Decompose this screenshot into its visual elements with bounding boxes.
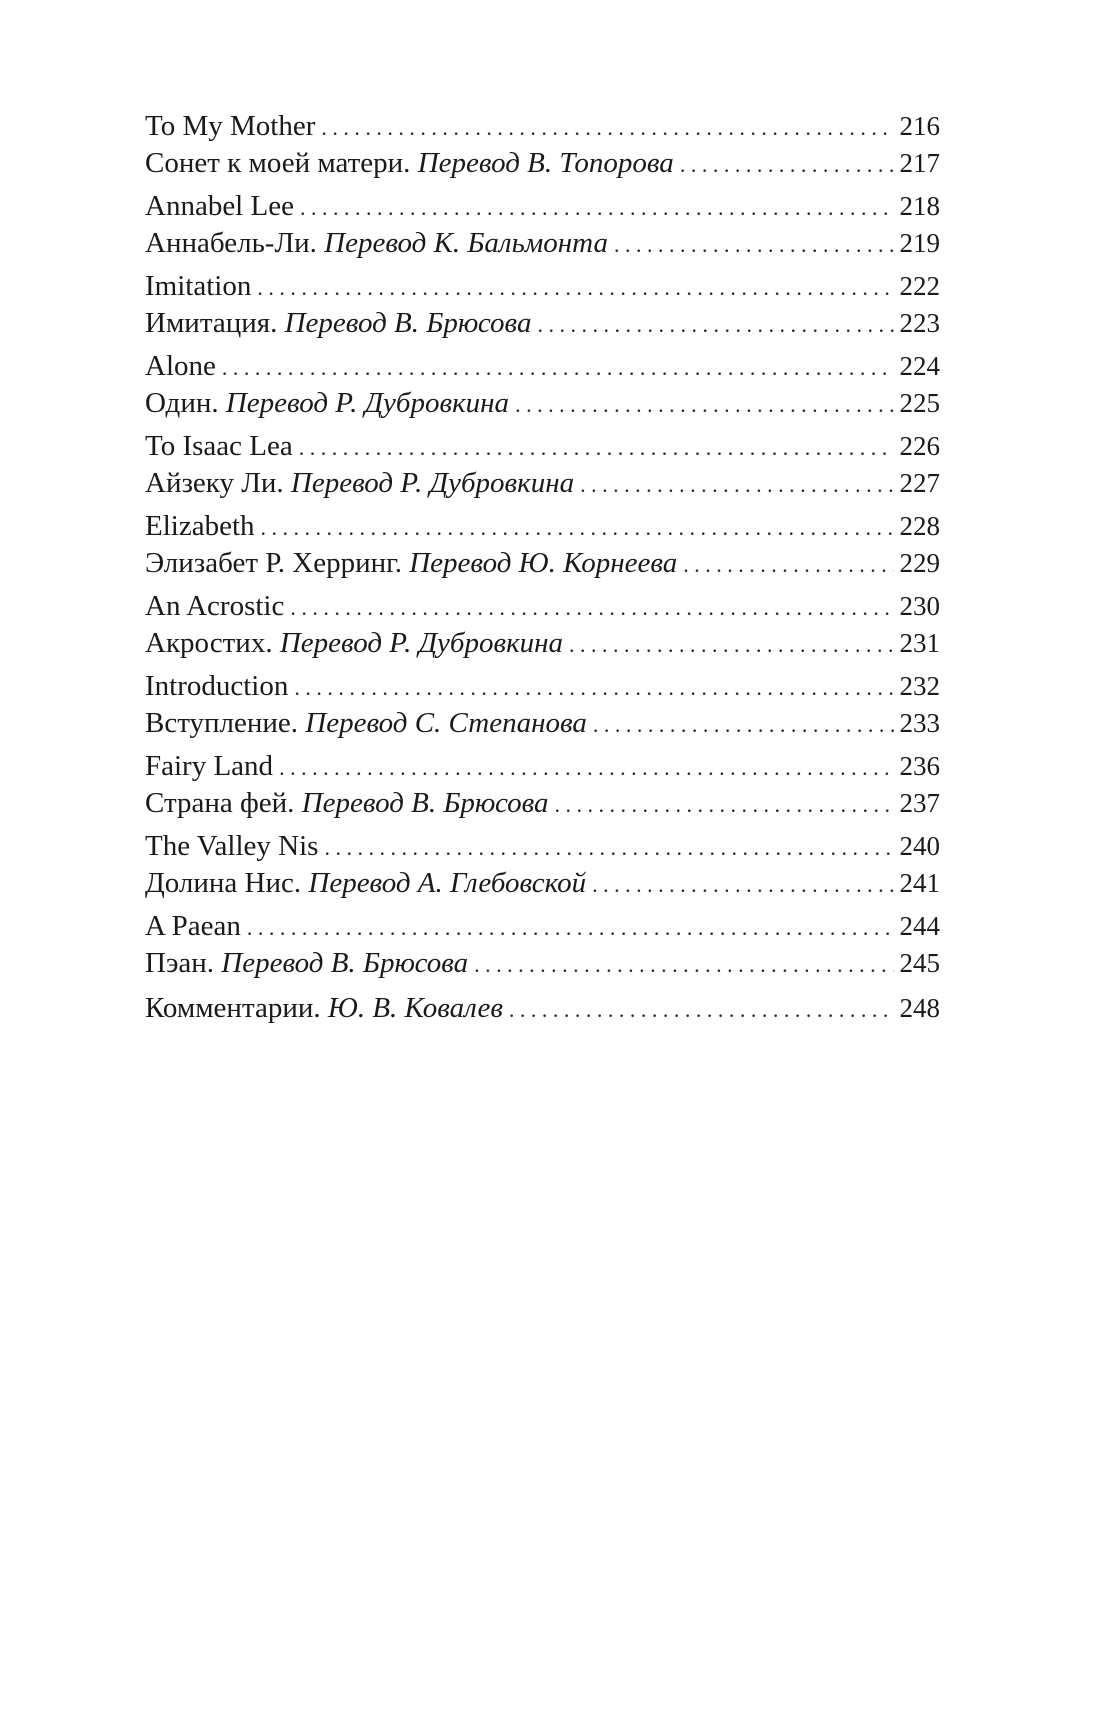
entry-page-number: 224 xyxy=(899,351,940,381)
toc-entry[interactable] xyxy=(145,428,940,465)
entry-title-text: Один. xyxy=(145,387,219,419)
table-of-contents xyxy=(145,108,940,1033)
toc-entry[interactable] xyxy=(145,705,940,742)
toc-entry[interactable] xyxy=(145,668,940,705)
dot-leader xyxy=(580,466,893,503)
entry-title-text: Страна фей. xyxy=(145,787,295,819)
entry-title xyxy=(145,705,587,742)
entry-title-text: Айзеку Ли. xyxy=(145,467,284,499)
entry-title-text: The Valley Nis xyxy=(145,830,319,862)
entry-translator: Перевод Р. Дубровкина xyxy=(279,627,564,659)
toc-group xyxy=(145,908,940,982)
dot-leader xyxy=(324,829,893,866)
toc-entry[interactable] xyxy=(145,348,940,385)
toc-entry[interactable] xyxy=(145,268,940,305)
toc-entry[interactable] xyxy=(145,385,940,422)
dot-leader xyxy=(569,626,893,663)
dot-leader xyxy=(290,589,893,626)
entry-title xyxy=(145,668,288,705)
entry-title-text: An Acrostic xyxy=(145,590,285,622)
toc-entry[interactable] xyxy=(145,188,940,225)
toc-entry[interactable] xyxy=(145,625,940,662)
entry-title xyxy=(145,588,284,625)
entry-page-number: 217 xyxy=(899,148,940,178)
entry-title-text: Пэан. xyxy=(145,947,215,979)
entry-page-number: 241 xyxy=(899,868,940,898)
entry-title xyxy=(145,385,509,422)
toc-entry[interactable] xyxy=(145,908,940,945)
dot-leader xyxy=(592,866,893,903)
entry-page-number: 233 xyxy=(899,708,940,738)
entry-title xyxy=(145,828,318,865)
toc-group xyxy=(145,990,940,1027)
dot-leader xyxy=(299,429,894,466)
entry-title-text: Долина Нис. xyxy=(145,867,302,899)
entry-page-number: 216 xyxy=(899,111,940,141)
dot-leader xyxy=(555,786,894,823)
entry-page-number: 223 xyxy=(899,308,940,338)
dot-leader xyxy=(515,386,893,423)
toc-group xyxy=(145,508,940,582)
dot-leader xyxy=(222,349,894,386)
entry-translator: Перевод Ю. Корнеева xyxy=(409,547,678,579)
toc-entry[interactable] xyxy=(145,108,940,145)
dot-leader xyxy=(593,706,894,743)
entry-title-text: Акростих. xyxy=(145,627,273,659)
entry-title-text: To Isaac Lea xyxy=(145,430,293,462)
dot-leader xyxy=(279,749,893,786)
entry-title xyxy=(145,225,608,262)
entry-page-number: 237 xyxy=(899,788,940,818)
toc-group xyxy=(145,108,940,182)
entry-translator: Ю. В. Ковалев xyxy=(327,992,503,1024)
entry-title xyxy=(145,748,273,785)
dot-leader xyxy=(474,946,893,983)
entry-page-number: 236 xyxy=(899,751,940,781)
entry-title xyxy=(145,990,503,1027)
toc-group xyxy=(145,428,940,502)
entry-title xyxy=(145,268,251,305)
entry-title-text: Imitation xyxy=(145,270,252,302)
entry-title xyxy=(145,348,216,385)
entry-page-number: 229 xyxy=(899,548,940,578)
entry-title-text: Annabel Lee xyxy=(145,190,294,222)
toc-entry[interactable] xyxy=(145,588,940,625)
entry-page-number: 231 xyxy=(899,628,940,658)
entry-page-number: 244 xyxy=(899,911,940,941)
entry-title-text: A Paean xyxy=(145,910,241,942)
entry-title-text: Fairy Land xyxy=(145,750,274,782)
toc-group xyxy=(145,348,940,422)
entry-page-number: 218 xyxy=(899,191,940,221)
entry-title-text: Introduction xyxy=(145,670,289,702)
entry-translator: Перевод В. Брюсова xyxy=(301,787,549,819)
entry-title xyxy=(145,145,674,182)
toc-entry[interactable] xyxy=(145,945,940,982)
toc-group xyxy=(145,668,940,742)
dot-leader xyxy=(537,306,893,343)
toc-group xyxy=(145,748,940,822)
entry-translator: Перевод С. Степанова xyxy=(305,707,587,739)
entry-translator: Перевод К. Бальмонта xyxy=(324,227,608,259)
entry-title xyxy=(145,508,255,545)
dot-leader xyxy=(683,546,893,583)
toc-entry[interactable] xyxy=(145,785,940,822)
entry-title-text: Alone xyxy=(145,350,216,382)
toc-group xyxy=(145,188,940,262)
dot-leader xyxy=(321,109,893,146)
entry-page-number: 219 xyxy=(899,228,940,258)
toc-entry[interactable] xyxy=(145,828,940,865)
entry-page-number: 240 xyxy=(899,831,940,861)
dot-leader xyxy=(509,991,894,1028)
entry-title-text: Вступление. xyxy=(145,707,299,739)
entry-page-number: 222 xyxy=(899,271,940,301)
toc-entry[interactable] xyxy=(145,545,940,582)
dot-leader xyxy=(257,269,893,306)
entry-title xyxy=(145,785,549,822)
entry-title-text: Elizabeth xyxy=(145,510,255,542)
entry-title xyxy=(145,545,677,582)
entry-title xyxy=(145,945,468,982)
entry-title-text: Аннабель-Ли. xyxy=(145,227,317,259)
dot-leader xyxy=(300,189,894,226)
entry-page-number: 226 xyxy=(899,431,940,461)
entry-title xyxy=(145,865,586,902)
toc-entry[interactable] xyxy=(145,508,940,545)
entry-translator: Перевод В. Топорова xyxy=(417,147,674,179)
toc-entry[interactable] xyxy=(145,748,940,785)
entry-page-number: 245 xyxy=(899,948,940,978)
entry-title-text: To My Mother xyxy=(145,110,316,142)
toc-entry[interactable] xyxy=(145,225,940,262)
entry-title-text: Сонет к моей матери. xyxy=(145,147,411,179)
entry-page-number: 232 xyxy=(899,671,940,701)
toc-group xyxy=(145,268,940,342)
entry-page-number: 248 xyxy=(899,993,940,1023)
entry-translator: Перевод А. Глебовской xyxy=(308,867,587,899)
entry-title xyxy=(145,108,315,145)
entry-translator: Перевод В. Брюсова xyxy=(284,307,532,339)
entry-title xyxy=(145,465,574,502)
entry-title-text: Комментарии. xyxy=(145,992,321,1024)
entry-page-number: 228 xyxy=(899,511,940,541)
dot-leader xyxy=(614,226,894,263)
entry-translator: Перевод В. Брюсова xyxy=(221,947,469,979)
entry-title xyxy=(145,428,293,465)
entry-page-number: 227 xyxy=(899,468,940,498)
entry-translator: Перевод Р. Дубровкина xyxy=(225,387,510,419)
entry-title xyxy=(145,908,241,945)
entry-title xyxy=(145,188,294,225)
entry-title xyxy=(145,625,563,662)
entry-title-text: Элизабет Р. Херринг. xyxy=(145,547,402,579)
dot-leader xyxy=(294,669,893,706)
toc-entry[interactable] xyxy=(145,465,940,502)
dot-leader xyxy=(680,146,894,183)
entry-page-number: 225 xyxy=(899,388,940,418)
entry-translator: Перевод Р. Дубровкина xyxy=(290,467,575,499)
toc-entry[interactable] xyxy=(145,990,940,1027)
toc-group xyxy=(145,828,940,902)
toc-entry[interactable] xyxy=(145,305,940,342)
entry-title xyxy=(145,305,531,342)
toc-group xyxy=(145,588,940,662)
entry-page-number: 230 xyxy=(899,591,940,621)
toc-entry[interactable] xyxy=(145,145,940,182)
dot-leader xyxy=(261,509,894,546)
dot-leader xyxy=(247,909,894,946)
toc-entry[interactable] xyxy=(145,865,940,902)
entry-title-text: Имитация. xyxy=(145,307,278,339)
